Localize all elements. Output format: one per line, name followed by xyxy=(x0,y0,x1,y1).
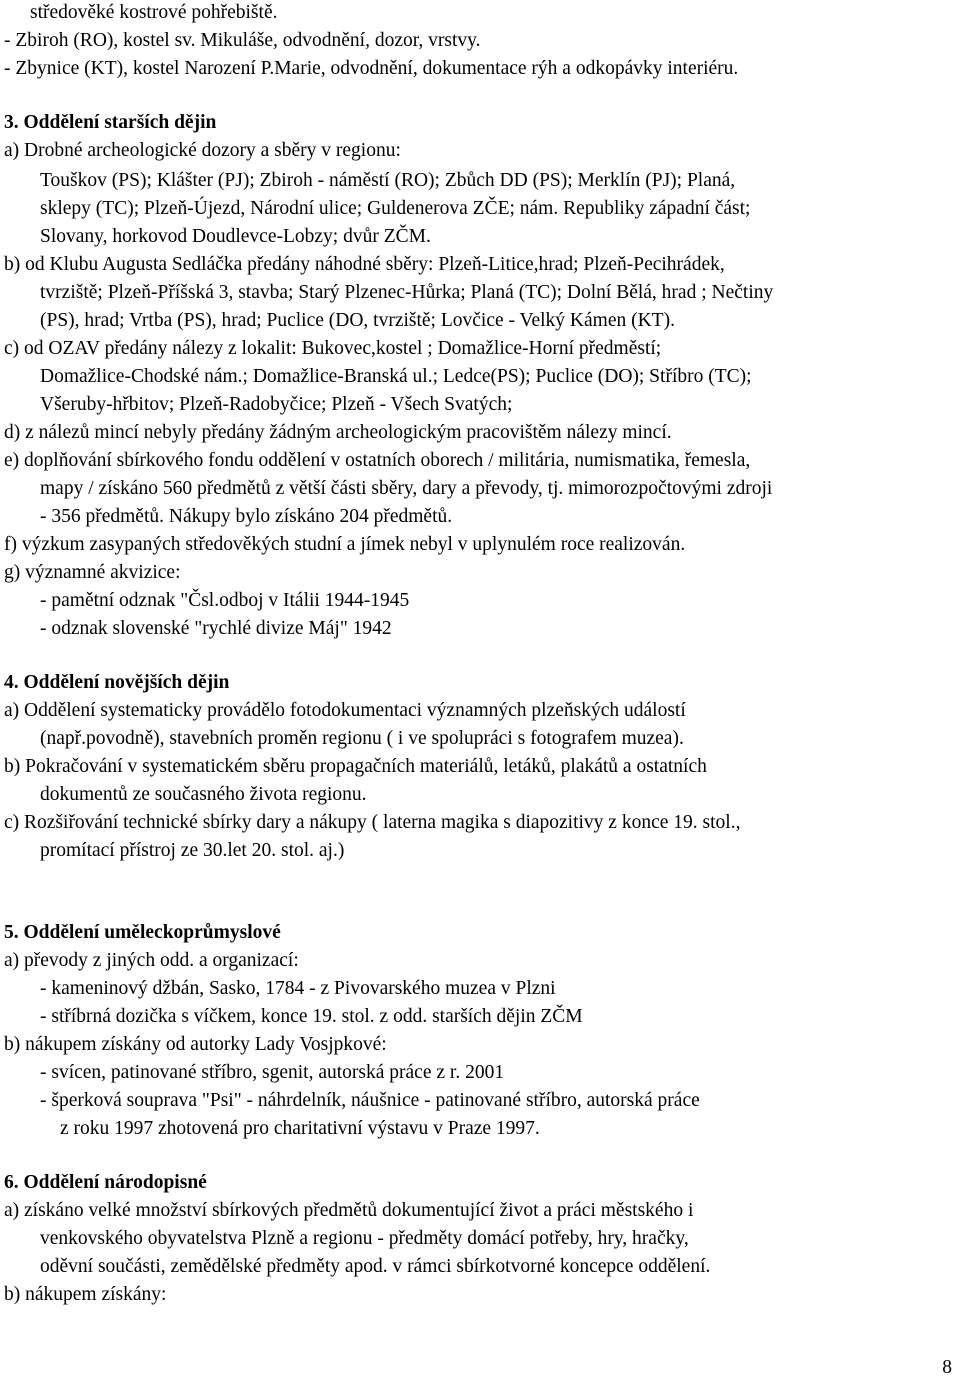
text-line: - odznak slovenské "rychlé divize Máj" 1942 xyxy=(40,618,392,639)
text-line: Všeruby-hřbitov; Plzeň-Radobyčice; Plzeň - Všech Svatých; xyxy=(40,394,513,415)
text-line: b) od Klubu Augusta Sedláčka předány náhodné sběry: Plzeň-Litice,hrad; Plzeň-Pecihrádek, xyxy=(4,254,725,275)
text-line: Domažlice-Chodské nám.; Domažlice-Branská ul.; Ledce(PS); Puclice (DO); Stříbro (TC); xyxy=(40,366,752,387)
text-line: (PS), hrad; Vrtba (PS), hrad; Puclice (DO, tvrziště; Lovčice - Velký Kámen (KT). xyxy=(40,310,675,331)
text-line: oděvní součásti, zemědělské předměty apod. v rámci sbírkotvorné koncepce oddělení. xyxy=(40,1256,711,1277)
text-line: z roku 1997 zhotovená pro charitativní výstavu v Praze 1997. xyxy=(60,1118,540,1139)
text-line: sklepy (TC); Plzeň-Újezd, Národní ulice; Guldenerova ZČE; nám. Republiky západní část; xyxy=(40,198,751,219)
text-line: tvrziště; Plzeň-Příšská 3, stavba; Starý Plzenec-Hůrka; Planá (TC); Dolní Bělá, hrad ; Nečtiny xyxy=(40,282,774,303)
text-line: - svícen, patinované stříbro, sgenit, autorská práce z r. 2001 xyxy=(40,1062,505,1083)
text-line: promítací přístroj ze 30.let 20. stol. aj.) xyxy=(40,840,345,861)
text-line: (např.povodně), stavebních proměn regionu ( i ve spolupráci s fotografem muzea). xyxy=(40,728,684,749)
text-line: - stříbrná dozička s víčkem, konce 19. stol. z odd. starších dějin ZČM xyxy=(40,1006,583,1027)
text-line: Touškov (PS); Klášter (PJ); Zbiroh - náměstí (RO); Zbůch DD (PS); Merklín (PJ); Planá, xyxy=(40,170,736,191)
text-line: - kameninový džbán, Sasko, 1784 - z Pivovarského muzea v Plzni xyxy=(40,978,556,999)
text-line: g) významné akvizice: xyxy=(4,562,181,583)
text-line: a) získáno velké množství sbírkových předmětů dokumentující život a práci městského i xyxy=(4,1200,694,1221)
text-line: a) Drobné archeologické dozory a sběry v regionu: xyxy=(4,140,401,161)
text-line: b) nákupem získány: xyxy=(4,1284,167,1305)
text-line: - 356 předmětů. Nákupy bylo získáno 204 předmětů. xyxy=(40,506,453,527)
text-line: c) Rozšiřování technické sbírky dary a nákupy ( laterna magika s diapozitivy z konce 19. stol., xyxy=(4,812,741,833)
text-line: a) Oddělení systematicky provádělo fotodokumentaci významných plzeňských událostí xyxy=(4,700,686,721)
text-line: - Zbynice (KT), kostel Narození P.Marie, odvodnění, dokumentace rýh a odkopávky interiéru. xyxy=(4,58,739,79)
text-line: venkovského obyvatelstva Plzně a regionu - předměty domácí potřeby, hry, hračky, xyxy=(40,1228,689,1249)
text-line: - Zbiroh (RO), kostel sv. Mikuláše, odvodnění, dozor, vrstvy. xyxy=(4,30,481,51)
section-heading: 6. Oddělení národopisné xyxy=(4,1172,207,1193)
text-line: Slovany, horkovod Doudlevce-Lobzy; dvůr ZČM. xyxy=(40,226,431,247)
text-line: e) doplňování sbírkového fondu oddělení v ostatních oborech / militária, numismatika, řemesla, xyxy=(4,450,751,471)
text-line: středověké kostrové pohřebiště. xyxy=(30,2,278,23)
text-line: b) Pokračování v systematickém sběru propagačních materiálů, letáků, plakátů a ostatních xyxy=(4,756,707,777)
section-heading: 3. Oddělení starších dějin xyxy=(4,112,217,133)
text-line: dokumentů ze současného života regionu. xyxy=(40,784,367,805)
text-line: a) převody z jiných odd. a organizací: xyxy=(4,950,299,971)
text-line: - šperková souprava "Psi" - náhrdelník, náušnice - patinované stříbro, autorská práce xyxy=(40,1090,700,1111)
section-heading: 4. Oddělení novějších dějin xyxy=(4,672,230,693)
text-line: d) z nálezů mincí nebyly předány žádným archeologickým pracovištěm nálezy mincí. xyxy=(4,422,672,443)
page-number: 8 xyxy=(942,1357,952,1378)
text-line: b) nákupem získány od autorky Lady Vosjpkové: xyxy=(4,1034,387,1055)
text-line: - pamětní odznak "Čsl.odboj v Itálii 1944-1945 xyxy=(40,590,410,611)
text-line: c) od OZAV předány nálezy z lokalit: Bukovec,kostel ; Domažlice-Horní předměstí; xyxy=(4,338,662,359)
text-line: mapy / získáno 560 předmětů z větší části sběry, dary a převody, tj. mimorozpočtovými zdroji xyxy=(40,478,773,499)
text-line: f) výzkum zasypaných středověkých studní a jímek nebyl v uplynulém roce realizován. xyxy=(4,534,686,555)
section-heading: 5. Oddělení uměleckoprůmyslové xyxy=(4,922,281,943)
